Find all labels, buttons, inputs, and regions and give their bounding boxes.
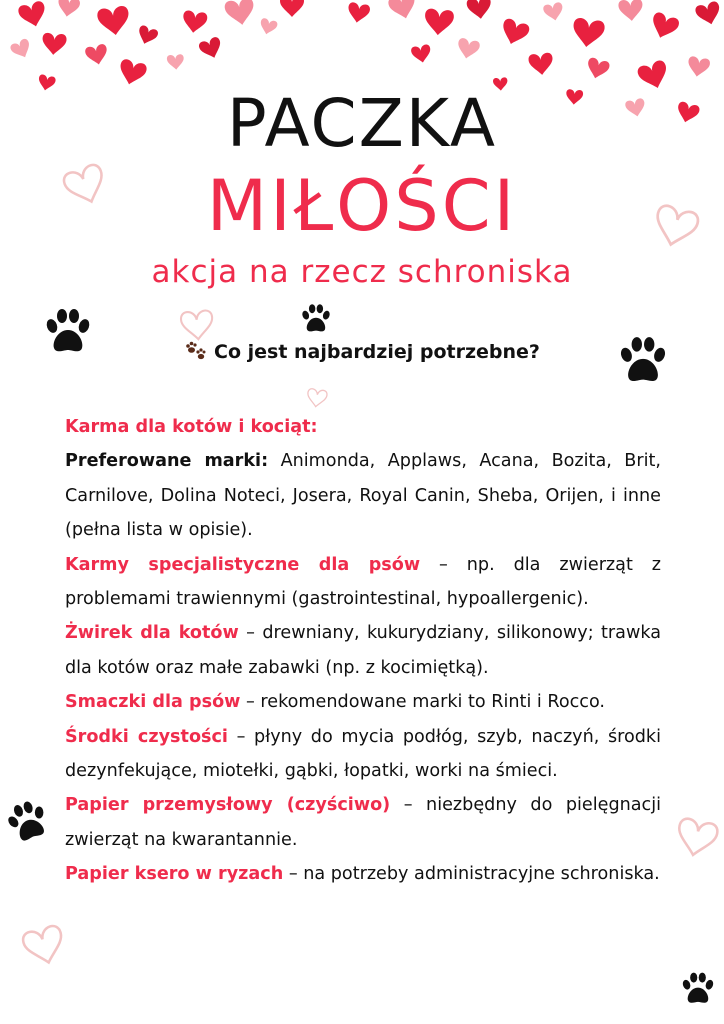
question-text: Co jest najbardziej potrzebne? (214, 341, 540, 363)
list-item (65, 685, 661, 719)
item-body: – rekomendowane marki to Rinti i Rocco. (240, 692, 605, 713)
item-body: – drewniany, kukurydziany, silikonowy; trawka dla kotów oraz małe zabawki (np. z kocimiętką). (65, 623, 661, 678)
red-hearts-top-left (9, 0, 304, 92)
paw-print-icon (4, 798, 52, 846)
item-body: Animonda, Applaws, Acana, Bozita, Brit, Carnilove, Dolina Noteci, Josera, Royal Canin, Sheba, Orijen, i inne (pełna lista w opisie). (65, 451, 661, 541)
list-item (65, 616, 661, 685)
paw-print-icon (298, 302, 334, 336)
list-item (65, 410, 661, 444)
subtitle: akcja na rzecz schroniska (151, 254, 573, 290)
list-item (65, 548, 661, 617)
item-body: – np. dla zwierząt z problemami trawiennymi (gastrointestinal, hypoallergenic). (65, 554, 661, 610)
item-body: – niezbędny do pielęgnacji zwierząt na kwarantannie. (65, 795, 662, 850)
item-body: – płyny do mycia podłóg, szyb, naczyń, środki dezynfekujące, miotełki, gąbki, łopatki, worki na śmieci. (65, 726, 661, 782)
item-heading: Karmy specjalistyczne dla psów (65, 554, 421, 575)
item-heading: Preferowane marki: (65, 451, 269, 472)
item-heading: Papier ksero w ryzach (65, 864, 284, 885)
item-heading: Karma dla kotów i kociąt: (65, 417, 318, 437)
list-item (65, 720, 661, 789)
title-line-1: PACZKA (226, 85, 498, 162)
needs-list (65, 410, 661, 892)
list-item (65, 444, 661, 547)
question-heading (0, 341, 724, 363)
paw-print-icon (678, 970, 718, 1008)
item-heading: Smaczki dla psów (65, 692, 241, 713)
item-body: – na potrzeby administracyjne schroniska. (283, 864, 660, 885)
paw-prints-icon (184, 341, 208, 361)
item-heading: Żwirek dla kotów (65, 623, 239, 644)
list-item (65, 857, 661, 891)
item-heading: Środki czystości (65, 726, 228, 747)
list-item (65, 788, 661, 857)
title-line-2: MIŁOŚCI (206, 165, 518, 247)
item-heading: Papier przemysłowy (czyściwo) (65, 795, 391, 816)
